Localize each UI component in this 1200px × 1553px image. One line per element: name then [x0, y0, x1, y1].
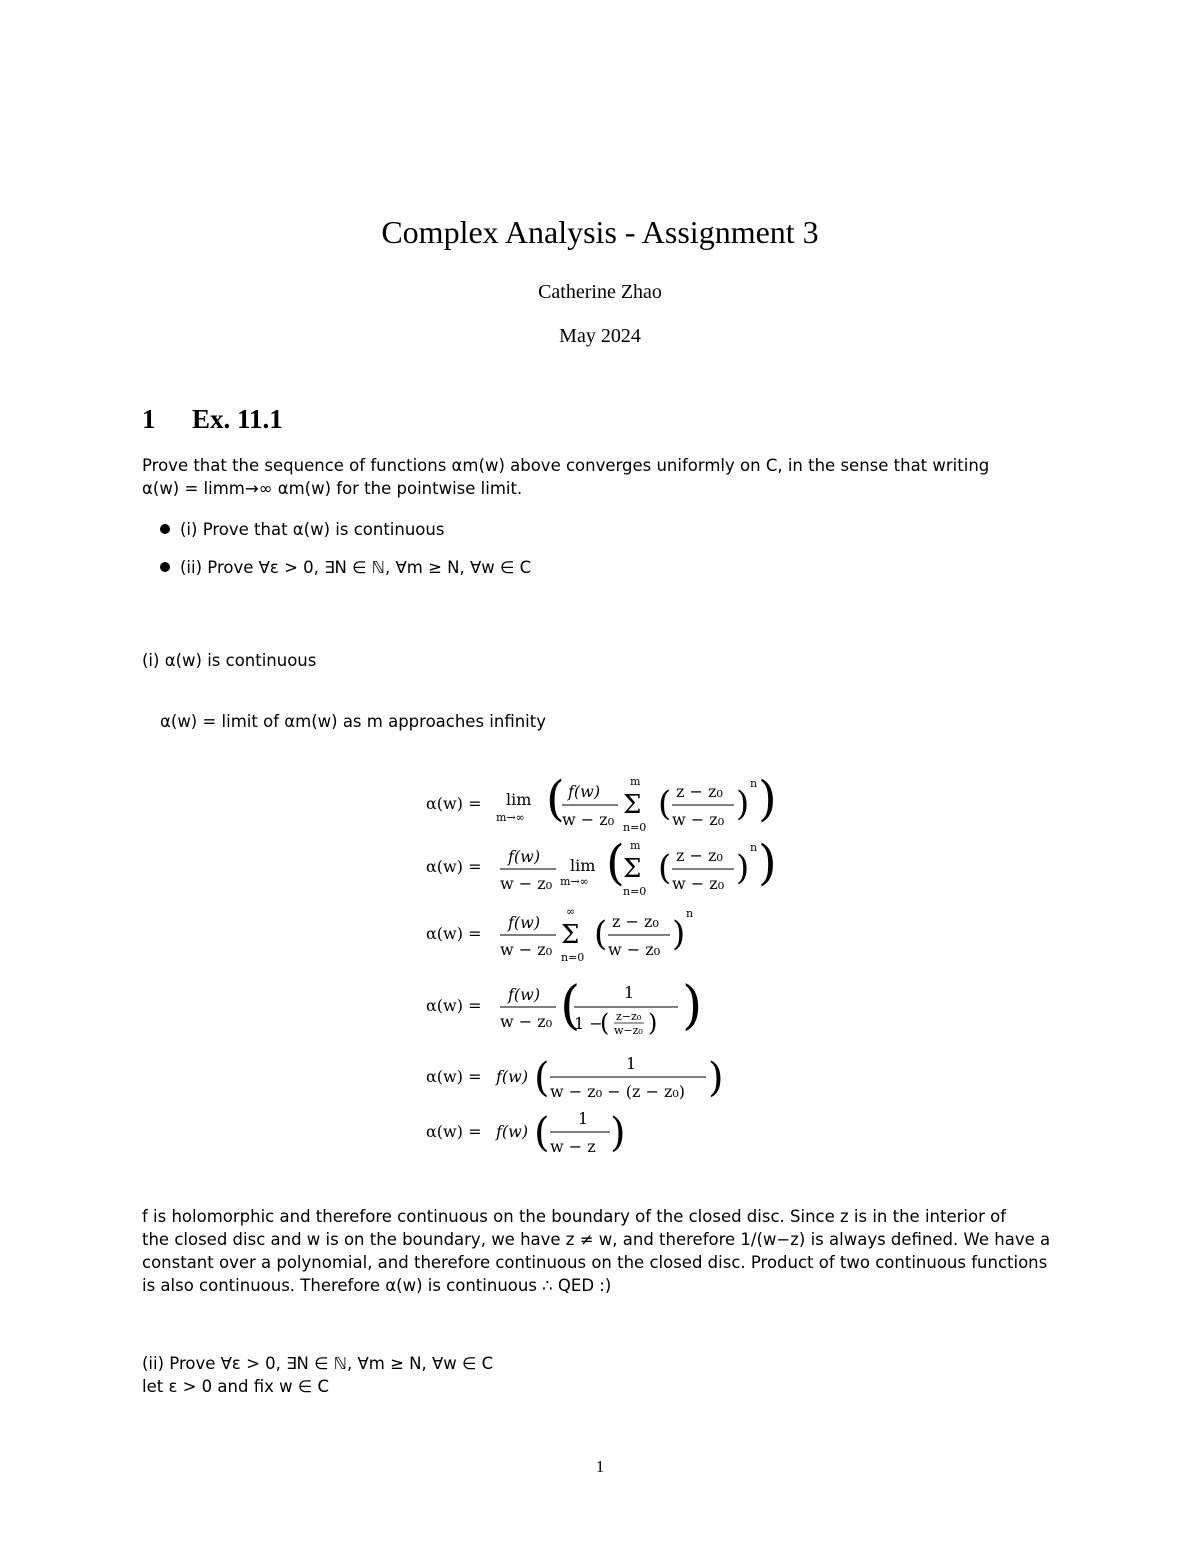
conclusion-line-1: f is holomorphic and therefore continuous on the boundary of the closed disc. Since z is in the interior of: [142, 1207, 1007, 1226]
svg-text:): ): [708, 1055, 724, 1101]
equation-1: [426, 771, 777, 834]
svg-text:α(w) =: α(w) =: [426, 996, 482, 1015]
svg-text:(: (: [546, 771, 565, 827]
svg-text:1: 1: [578, 1109, 589, 1128]
equation-5: [426, 1054, 724, 1101]
svg-text:∞: ∞: [566, 905, 576, 918]
svg-text:n=0: n=0: [623, 821, 647, 834]
svg-text:f(w): f(w): [508, 847, 541, 866]
list-item: [160, 548, 531, 586]
conclusion-line-4: is also continuous. Therefore α(w) is continuous ∴ QED :): [142, 1276, 612, 1295]
section-title: Ex. 11.1: [192, 404, 283, 434]
svg-text:z − z₀: z − z₀: [676, 846, 723, 865]
list-item: [160, 510, 531, 548]
equation-block: [420, 765, 820, 1165]
svg-text:z−z₀: z−z₀: [616, 1010, 642, 1023]
svg-text:): ): [610, 1110, 626, 1156]
svg-text:Σ: Σ: [623, 790, 642, 820]
svg-text:(: (: [594, 914, 608, 954]
svg-text:f(w): f(w): [496, 1067, 529, 1086]
svg-text:f(w): f(w): [568, 782, 601, 801]
section-heading: [142, 404, 283, 435]
section-number: 1: [142, 404, 156, 434]
svg-text:(: (: [534, 1110, 550, 1156]
svg-text:α(w) =: α(w) =: [426, 794, 482, 813]
svg-text:(: (: [658, 848, 672, 888]
svg-text:1: 1: [626, 1054, 637, 1073]
svg-text:w − z₀: w − z₀: [500, 1012, 553, 1031]
page-number: 1: [595, 1457, 605, 1476]
svg-text:w − z₀: w − z₀: [672, 874, 725, 893]
svg-text:): ): [736, 848, 750, 888]
svg-text:): ): [682, 976, 703, 1036]
svg-text:f(w): f(w): [496, 1122, 529, 1141]
page-title: Complex Analysis - Assignment 3: [381, 214, 819, 250]
author: Catherine Zhao: [538, 281, 662, 303]
conclusion-paragraph: [142, 1205, 1060, 1297]
task-text: (ii) Prove ∀ε > 0, ∃N ∈ ℕ, ∀m ≥ N, ∀w ∈ C: [180, 557, 532, 577]
svg-text:1 −: 1 −: [574, 1014, 603, 1033]
svg-text:n: n: [686, 907, 694, 920]
svg-text:): ): [648, 1009, 658, 1037]
svg-text:f(w): f(w): [508, 985, 541, 1004]
svg-text:α(w) =: α(w) =: [426, 857, 482, 876]
svg-text:n: n: [750, 777, 758, 790]
svg-text:1: 1: [624, 983, 635, 1002]
intro-paragraph: [142, 454, 1060, 500]
svg-text:w − z₀: w − z₀: [672, 810, 725, 829]
svg-text:(: (: [606, 835, 625, 891]
equation-2: [426, 835, 777, 898]
task-list: [160, 510, 531, 586]
svg-text:): ): [758, 771, 777, 827]
date: May 2024: [559, 325, 641, 347]
svg-text:m: m: [630, 775, 641, 788]
svg-text:α(w) =: α(w) =: [426, 924, 482, 943]
svg-text:(: (: [560, 976, 581, 1036]
svg-text:lim: lim: [506, 790, 532, 809]
part-i-heading: (i) α(w) is continuous: [142, 651, 317, 670]
svg-text:w − z₀: w − z₀: [500, 940, 553, 959]
bullet-icon: [160, 562, 170, 572]
intro-line-2: α(w) = limm→∞ αm(w) for the pointwise limit.: [142, 479, 523, 498]
svg-text:α(w) =: α(w) =: [426, 1122, 482, 1141]
svg-text:(: (: [658, 784, 672, 824]
part-i-statement: α(w) = limit of αm(w) as m approaches infinity: [160, 712, 547, 731]
svg-text:(: (: [600, 1009, 610, 1037]
svg-text:): ): [672, 914, 686, 954]
svg-text:z − z₀: z − z₀: [612, 912, 659, 931]
svg-text:w − z₀: w − z₀: [562, 810, 615, 829]
svg-text:): ): [758, 835, 777, 891]
svg-text:w − z₀ − (z − z₀): w − z₀ − (z − z₀): [550, 1082, 686, 1101]
part-ii-heading: (ii) Prove ∀ε > 0, ∃N ∈ ℕ, ∀m ≥ N, ∀w ∈ C: [142, 1354, 494, 1373]
conclusion-line-2: the closed disc and w is on the boundary, we have z ≠ w, and therefore 1/(w−z) is always defined. We have a: [142, 1230, 1051, 1249]
svg-text:f(w): f(w): [508, 913, 541, 932]
part-ii-paragraph: [142, 1352, 1060, 1398]
equation-4: [426, 976, 702, 1037]
svg-text:): ): [736, 784, 750, 824]
svg-text:n=0: n=0: [561, 951, 585, 964]
svg-text:w−z₀: w−z₀: [614, 1024, 643, 1037]
svg-text:m→∞: m→∞: [496, 811, 525, 824]
svg-text:w − z: w − z: [550, 1137, 596, 1156]
part-ii-line-2: let ε > 0 and fix w ∈ C: [142, 1377, 329, 1396]
task-text: (i) Prove that α(w) is continuous: [180, 519, 445, 539]
svg-text:n: n: [750, 841, 758, 854]
svg-text:Σ: Σ: [623, 854, 642, 884]
intro-line-1: Prove that the sequence of functions αm(w) above converges uniformly on C, in the sense that writing: [142, 456, 990, 475]
bullet-icon: [160, 524, 170, 534]
svg-text:lim: lim: [570, 856, 596, 875]
svg-text:n=0: n=0: [623, 885, 647, 898]
svg-text:(: (: [534, 1055, 550, 1101]
svg-text:m→∞: m→∞: [560, 875, 589, 888]
conclusion-line-3: constant over a polynomial, and therefore continuous on the closed disc. Product of two continuous functions: [142, 1253, 1048, 1272]
svg-text:z − z₀: z − z₀: [676, 782, 723, 801]
svg-text:w − z₀: w − z₀: [608, 940, 661, 959]
svg-text:w − z₀: w − z₀: [500, 874, 553, 893]
svg-text:Σ: Σ: [561, 920, 580, 950]
svg-text:α(w) =: α(w) =: [426, 1067, 482, 1086]
equation-6: [426, 1109, 626, 1156]
svg-text:m: m: [630, 839, 641, 852]
equation-3: [426, 905, 693, 964]
